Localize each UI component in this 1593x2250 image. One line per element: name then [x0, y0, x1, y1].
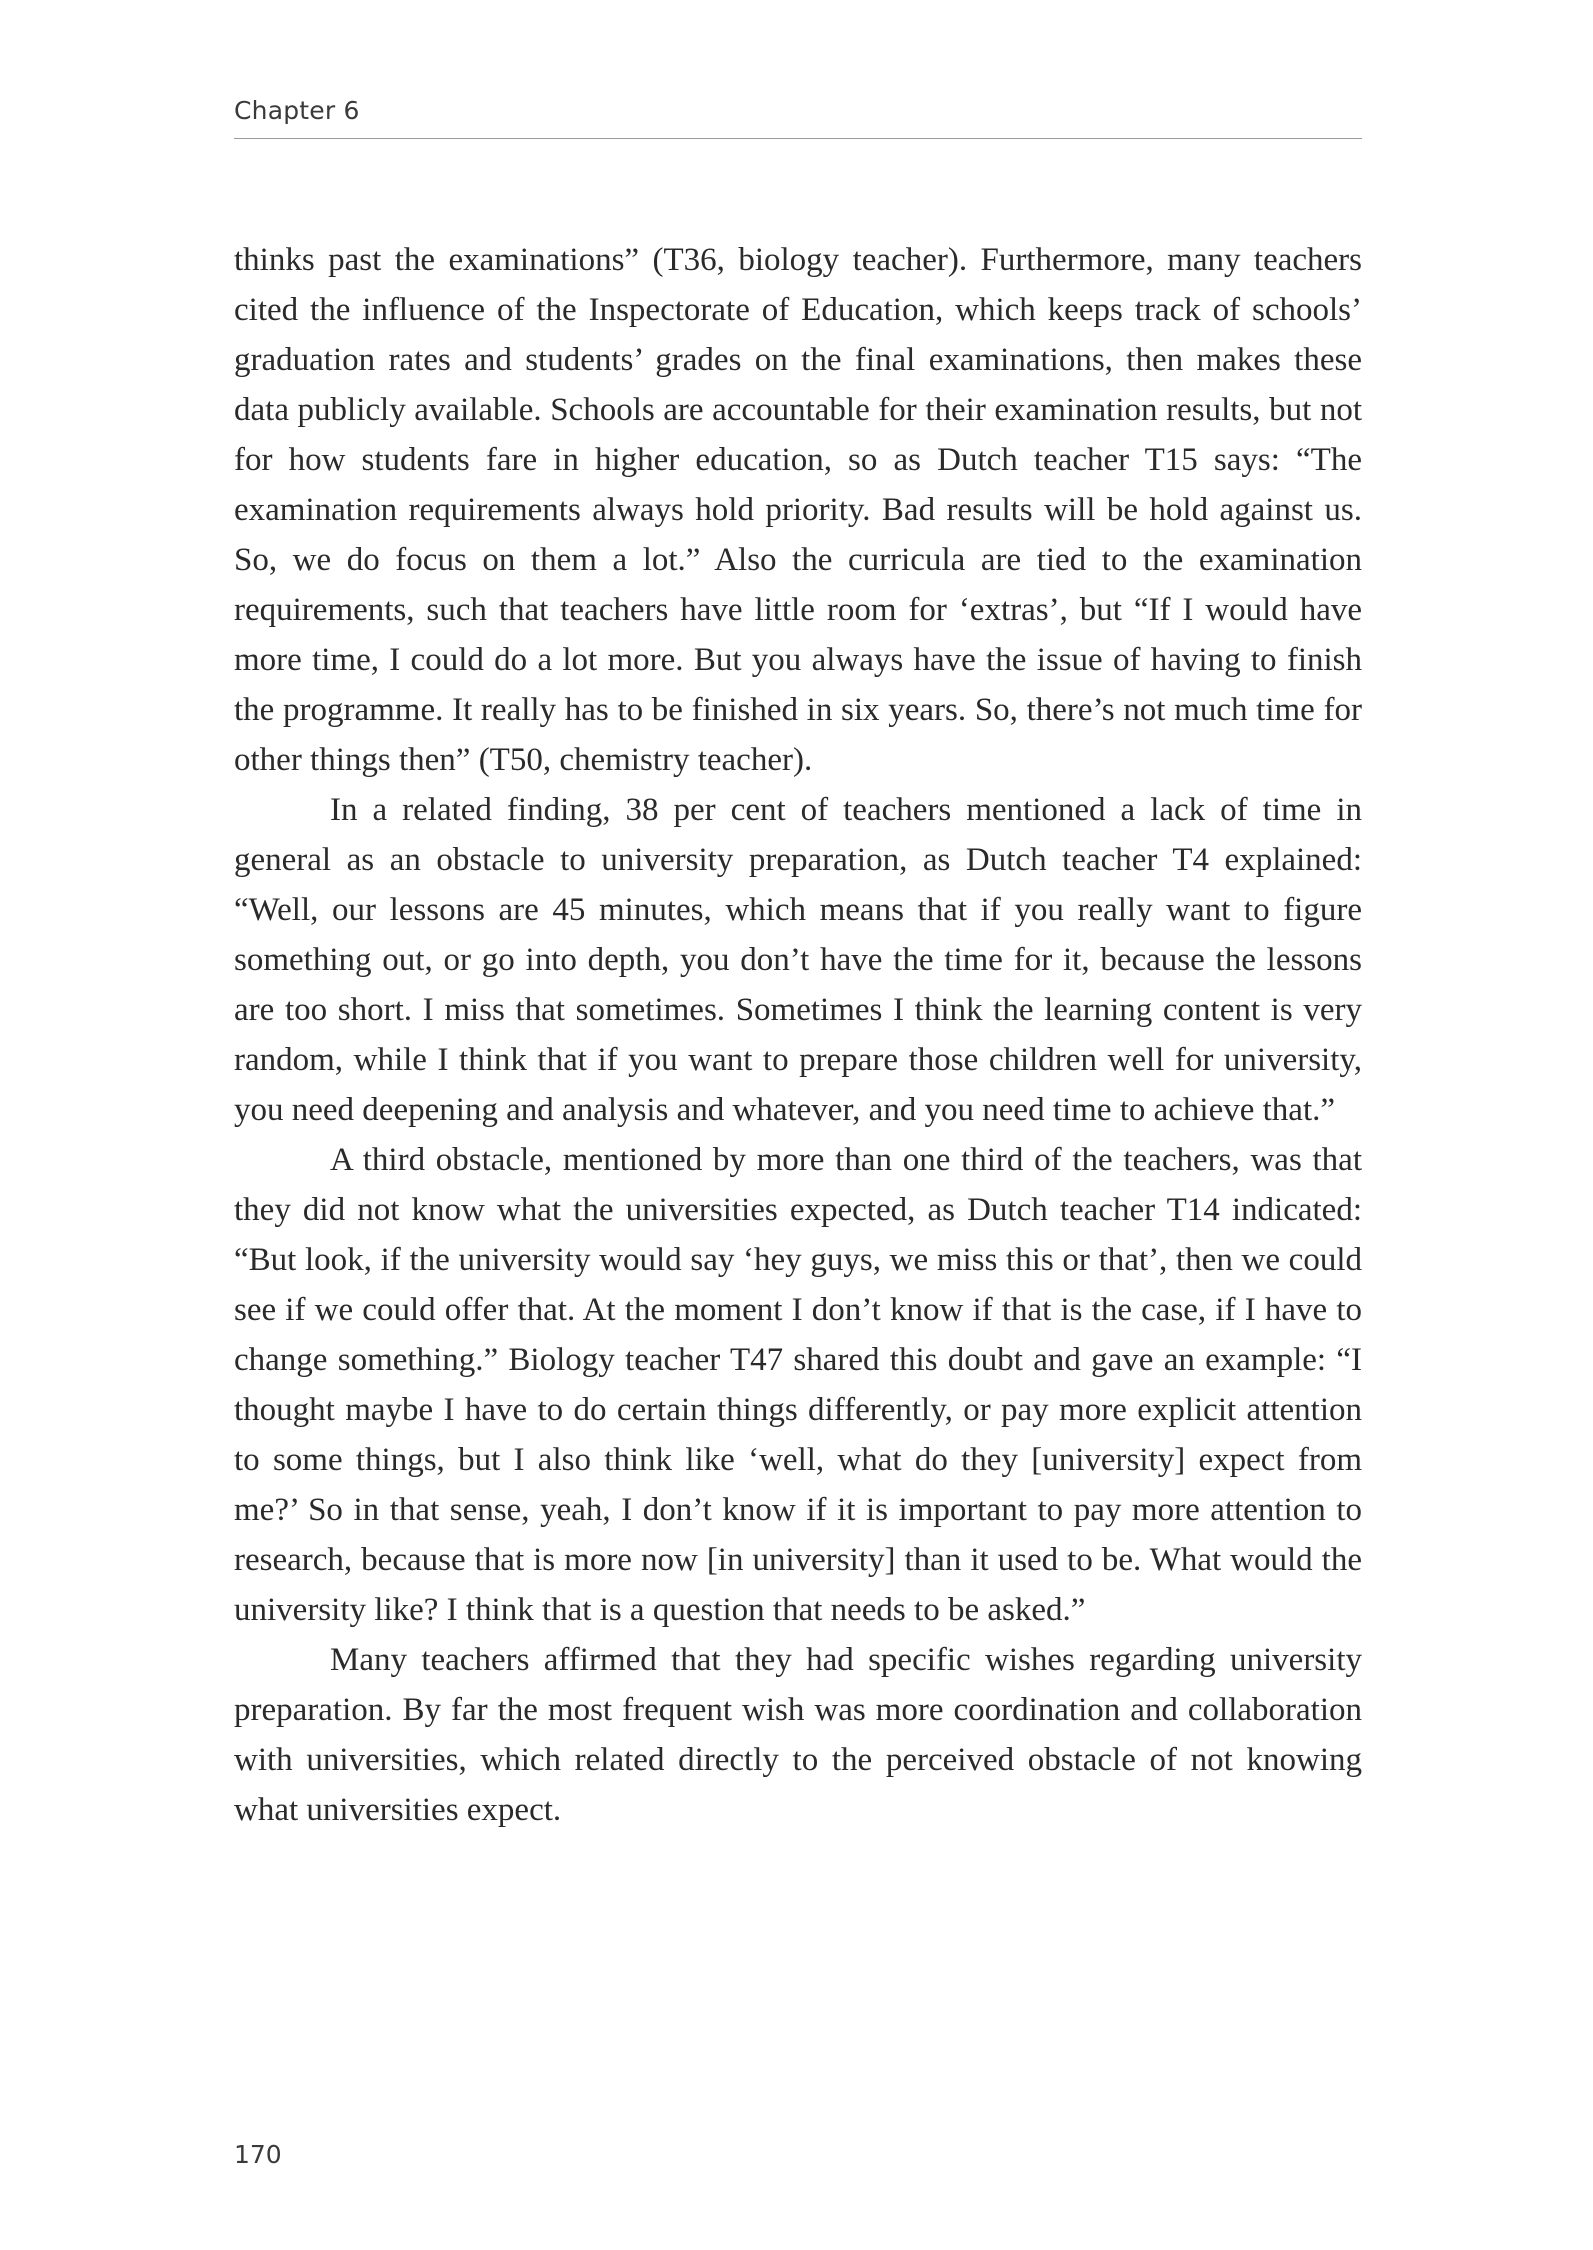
- paragraph: Many teachers affirmed that they had specific wishes regarding university preparation. By far the most frequent wish was more coordination and collaboration with universities, which related directly to the perceived obstacle of not knowing what universities expect.: [234, 1642, 1362, 1828]
- header-rule: [234, 138, 1362, 139]
- paragraph: A third obstacle, mentioned by more than one third of the teachers, was that they did not know what the universities expected, as Dutch teacher T14 indicated: “But look, if the university would say ‘hey guys, we miss this or that’, then we could see if we could offer that. At the moment I don’t know if that is the case, if I have to change something.” Biology teacher T47 shared this doubt and gave an example: “I thought maybe I have to do certain things differently, or pay more explicit attention to some things, but I also think like ‘well, what do they [university] expect from me?’ So in that sense, yeah, I don’t know if it is important to pay more attention to research, because that is more now [in university] than it used to be. What would the university like? I think that is a question that needs to be asked.”: [234, 1142, 1362, 1628]
- page-number: 170: [234, 2140, 282, 2169]
- paragraph: In a related finding, 38 per cent of teachers mentioned a lack of time in general as an obstacle to university preparation, as Dutch teacher T4 explained: “Well, our lessons are 45 minutes, which means that if you really want to figure something out, or go into depth, you don’t have the time for it, because the lessons are too short. I miss that sometimes. Sometimes I think the learning content is very random, while I think that if you want to prepare those children well for university, you need deepening and analysis and whatever, and you need time to achieve that.”: [234, 792, 1362, 1128]
- paragraph: thinks past the examinations” (T36, biology teacher). Furthermore, many teachers cited the influence of the Inspectorate of Education, which keeps track of schools’ graduation rates and students’ grades on the final examinations, then makes these data publicly available. Schools are accountable for their examination results, but not for how students fare in higher education, so as Dutch teacher T15 says: “The examination requirements always hold priority. Bad results will be hold against us. So, we do focus on them a lot.” Also the curricula are tied to the examination requirements, such that teachers have little room for ‘extras’, but “If I would have more time, I could do a lot more. But you always have the issue of having to finish the programme. It really has to be finished in six years. So, there’s not much time for other things then” (T50, chemistry teacher).: [234, 242, 1362, 778]
- running-head: Chapter 6: [234, 96, 360, 125]
- body-text: [234, 235, 1362, 1835]
